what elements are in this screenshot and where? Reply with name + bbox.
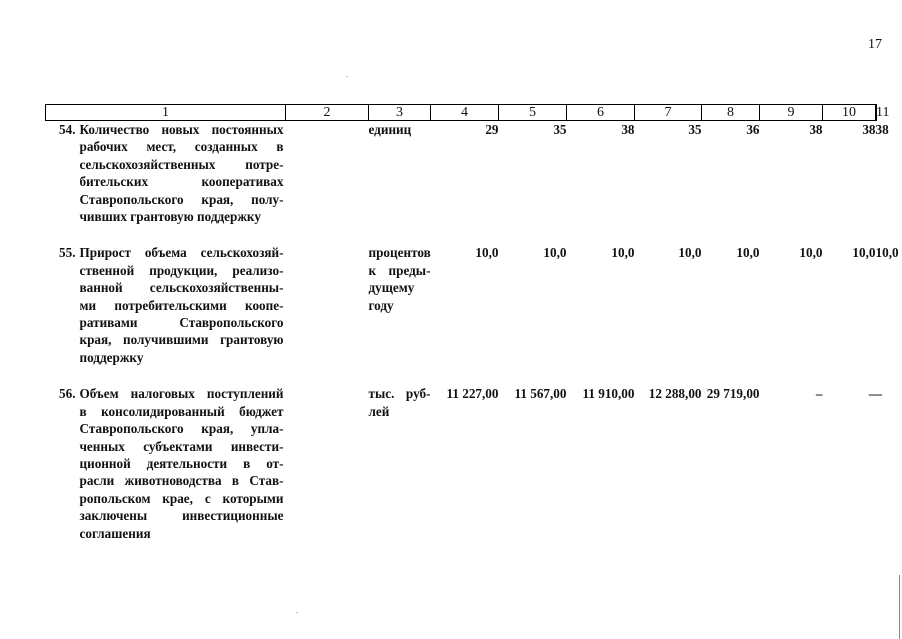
indicator-name-line: заключены инвестиционные — [79, 508, 284, 524]
indicator-name-line: ванной сельскохозяйственны- — [79, 280, 284, 296]
indicator-name-line: ственной продукции, реализо- — [79, 262, 284, 278]
indicator-name-line: ративами Ставропольского — [79, 315, 284, 331]
indicator-name-line: ченных субъектами инвести- — [79, 438, 284, 454]
unit-line: к преды- — [368, 262, 431, 278]
header-cell: 3 — [369, 105, 431, 121]
indicator-name-line: ционной деятельности в от- — [79, 455, 284, 471]
table-row — [46, 121, 877, 226]
unit-line: дущему — [368, 280, 415, 296]
value-cell: 10,0 — [852, 245, 876, 261]
value-cell: 29 — [485, 122, 499, 137]
indicator-name-line: расли животноводства в Став- — [79, 473, 284, 489]
value-cell: 10,0 — [475, 245, 499, 261]
scan-speck — [346, 76, 348, 77]
value-cell: 10,0 — [736, 245, 760, 261]
indicator-name-line: сельскохозяйственных потре- — [79, 156, 284, 172]
unit-line: году — [368, 297, 394, 313]
header-cell: 5 — [499, 105, 567, 121]
header-cell: 6 — [567, 105, 635, 121]
value-cell: 36 — [746, 122, 760, 137]
indicator-name-line: соглашения — [79, 525, 151, 541]
unit-line: процентов — [368, 245, 431, 261]
row-spacer — [46, 225, 877, 244]
row-number: 55. — [59, 245, 76, 261]
value-cell: 11 227,00 — [446, 386, 499, 402]
indicator-name-line: Прирост объема сельскохозяй- — [79, 245, 284, 261]
unit-line: единиц — [368, 122, 412, 137]
row-number: 56. — [59, 386, 76, 402]
value-cell: 11 910,00 — [582, 386, 635, 402]
header-cell: 8 — [702, 105, 760, 121]
indicator-name-line: чивших грантовую поддержку — [79, 209, 261, 225]
indicator-name-cell — [46, 244, 369, 366]
unit-cell — [369, 121, 431, 226]
value-cell: – — [815, 386, 823, 402]
table-row — [46, 244, 877, 366]
indicator-name-cell — [46, 121, 369, 226]
row-spacer — [46, 366, 877, 385]
indicator-name-line: поддержку — [79, 349, 144, 365]
value-cell: – — [868, 386, 876, 402]
header-cell: 11 — [876, 105, 890, 120]
indicator-name-cell — [46, 385, 369, 542]
indicators-table — [45, 104, 899, 542]
value-cell: 35 — [688, 122, 702, 137]
indicator-name-line: ми потребительскими коопе- — [79, 297, 284, 313]
value-cell: 35 — [553, 122, 567, 137]
value-cell: 38 — [809, 122, 823, 137]
indicator-name-line: бительских кооперативах — [79, 174, 284, 190]
value-cell: 10,0 — [678, 245, 702, 261]
indicator-name-line: ропольском крае, с которыми — [79, 490, 284, 506]
indicator-name-line: Ставропольского края, полу- — [79, 191, 284, 207]
indicator-name-line: Объем налоговых поступлений — [79, 386, 284, 402]
value-cell: 12 288,00 — [648, 386, 702, 402]
row-number: 54. — [59, 122, 76, 137]
table-row — [46, 385, 877, 542]
indicator-name-line: рабочих мест, созданных в — [79, 139, 284, 155]
unit-line: тыс. руб- — [368, 386, 431, 402]
header-cell: 2 — [286, 105, 369, 121]
value-cell: 29 719,00 — [706, 386, 760, 402]
header-cell: 4 — [431, 105, 499, 121]
value-cell: 11 567,00 — [514, 386, 567, 402]
unit-cell — [369, 385, 431, 542]
value-cell: 10,0 — [611, 245, 635, 261]
indicator-name-line: Ставропольского края, упла- — [79, 421, 284, 437]
scan-edge-line — [899, 575, 900, 639]
indicator-name-line: Количество новых постоянных — [79, 122, 284, 137]
value-cell: 10,0 — [875, 245, 899, 261]
indicator-name-line: в консолидированный бюджет — [79, 403, 284, 419]
header-cell: 1 — [46, 105, 286, 121]
value-cell: 38 — [621, 122, 635, 137]
header-cell: 9 — [760, 105, 823, 121]
unit-line: лей — [368, 403, 390, 419]
column-number-header — [46, 105, 877, 121]
unit-cell — [369, 244, 431, 366]
indicator-name-line: края, получившими грантовую — [79, 332, 284, 348]
scan-speck — [296, 612, 298, 613]
value-cell: – — [875, 386, 883, 402]
page-number: 17 — [868, 37, 882, 52]
value-cell: 10,0 — [543, 245, 567, 261]
header-cell: 10 — [823, 105, 876, 121]
value-cell: 38 — [862, 122, 876, 137]
value-cell: 10,0 — [799, 245, 823, 261]
value-cell: 38 — [875, 122, 889, 137]
header-cell: 7 — [635, 105, 702, 121]
